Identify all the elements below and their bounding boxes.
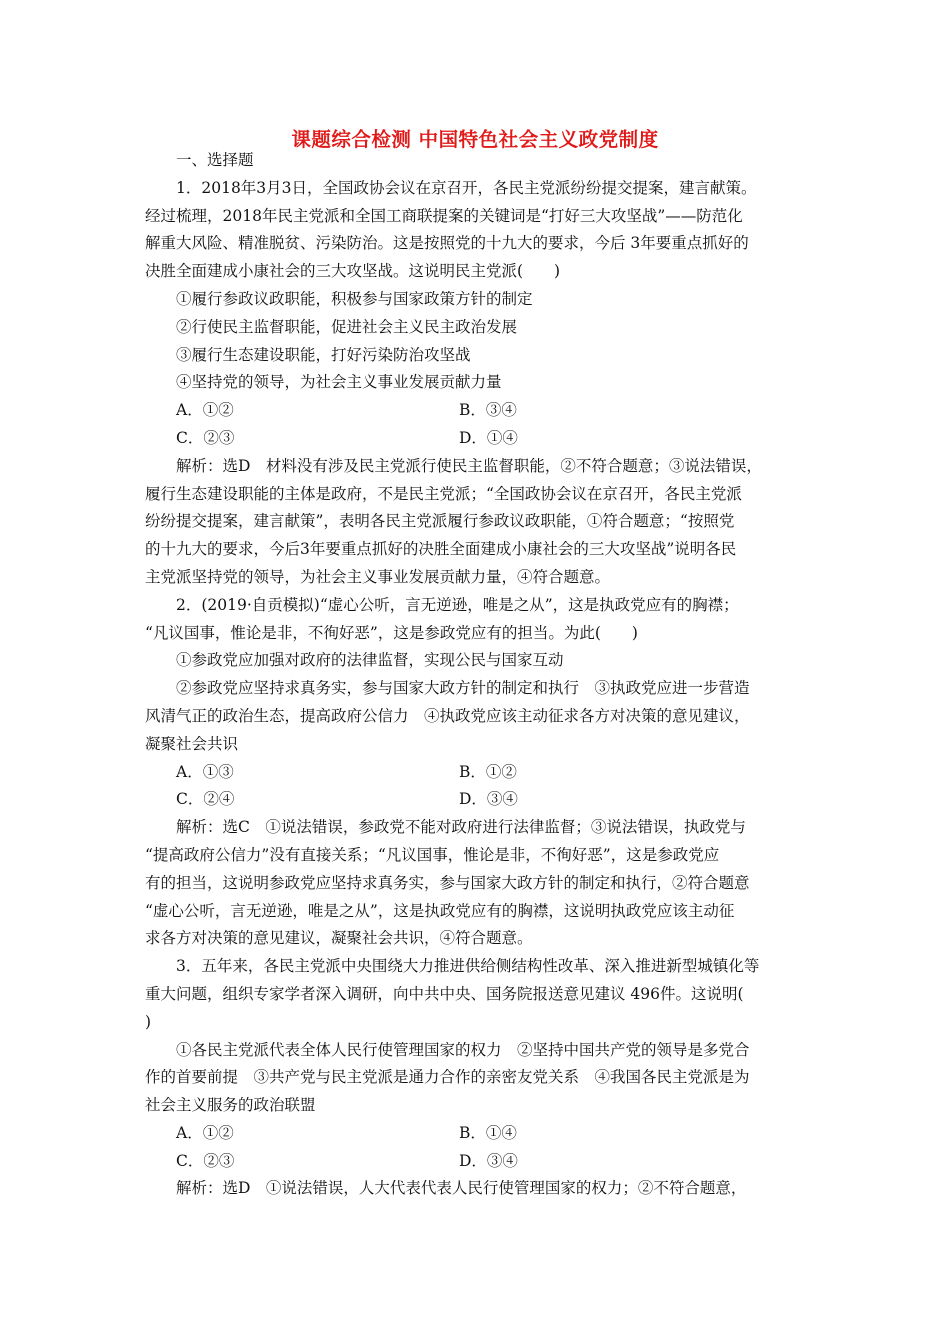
q2-analysis-line: 求各方对决策的意见建议，凝聚社会共识，④符合题意。 bbox=[145, 929, 533, 948]
q1-option-b: B．③④ bbox=[459, 401, 517, 420]
q3-stem-line: 重大问题，组织专家学者深入调研，向中共中央、国务院报送意见建议 496件。这说明( bbox=[145, 984, 744, 1003]
q1-analysis-line: 履行生态建设职能的主体是政府，不是民主党派；“全国政协会议在京召开，各民主党派 bbox=[145, 484, 742, 503]
q2-analysis-line: 解析：选C ①说法错误，参政党不能对政府进行法律监督；③说法错误，执政党与 bbox=[176, 818, 746, 837]
q2-analysis-line: “提高政府公信力”没有直接关系；“凡议国事，惟论是非，不徇好恶”，这是参政党应 bbox=[145, 845, 720, 864]
q2-stem-line: 2．(2019·自贡模拟)“虚心公听，言无逆逊，唯是之从”，这是执政党应有的胸襟； bbox=[176, 595, 739, 614]
q2-option-a: A．①③ bbox=[176, 762, 234, 781]
q1-analysis-line: 解析：选D 材料没有涉及民主党派行使民主监督职能，②不符合题意；③说法错误， bbox=[176, 456, 762, 475]
q3-option-d: D．③④ bbox=[459, 1151, 518, 1170]
q1-analysis-line: 主党派坚持党的领导，为社会主义事业发展贡献力量，④符合题意。 bbox=[145, 567, 611, 586]
q1-analysis-line: 的十九大的要求，今后3年要重点抓好的决胜全面建成小康社会的三大攻坚战”说明各民 bbox=[145, 540, 737, 559]
q3-stem-line: ) bbox=[145, 1012, 152, 1031]
page-title: 课题综合检测 中国特色社会主义政党制度 bbox=[291, 128, 659, 151]
q2-options-row bbox=[145, 786, 807, 814]
q1-stem-line: 解重大风险、精准脱贫、污染防治。这是按照党的十九大的要求，今后 3年要重点抓好的 bbox=[145, 234, 749, 253]
q2-option-c: C．②④ bbox=[176, 790, 235, 809]
q1-option-c: C．②③ bbox=[176, 428, 235, 447]
q3-statement: ①各民主党派代表全体人民行使管理国家的权力 ②坚持中国共产党的领导是多党合 bbox=[176, 1040, 750, 1059]
q2-analysis-line: “虚心公听，言无逆逊，唯是之从”，这是执政党应有的胸襟，这说明执政党应该主动征 bbox=[145, 901, 735, 920]
q3-option-a: A．①② bbox=[176, 1123, 234, 1142]
q1-stem-line: 经过梳理，2018年民主党派和全国工商联提案的关键词是“打好三大攻坚战”——防范化 bbox=[145, 206, 743, 225]
q2-option-b: B．①② bbox=[459, 762, 517, 781]
q1-analysis-line: 纷纷提交提案，建言献策”，表明各民主党派履行参政议政职能，①符合题意；“按照党 bbox=[145, 512, 735, 531]
q3-options-row bbox=[145, 1120, 807, 1148]
q3-statement: 作的首要前提 ③共产党与民主党派是通力合作的亲密友党关系 ④我国各民主党派是为 bbox=[145, 1068, 750, 1087]
question-2 bbox=[145, 592, 807, 953]
q1-stem-line: 决胜全面建成小康社会的三大攻坚战。这说明民主党派( ) bbox=[145, 262, 561, 281]
question-1 bbox=[145, 175, 807, 592]
q1-statement: ②行使民主监督职能，促进社会主义民主政治发展 bbox=[176, 317, 518, 336]
q3-options-row bbox=[145, 1148, 807, 1176]
section-heading: 一、选择题 bbox=[176, 151, 254, 169]
q2-statement: ②参政党应坚持求真务实，参与国家大政方针的制定和执行 ③执政党应进一步营造 bbox=[176, 679, 750, 698]
q2-statement: 风清气正的政治生态，提高政府公信力 ④执政党应该主动征求各方对决策的意见建议， bbox=[145, 706, 750, 725]
q2-statement: ①参政党应加强对政府的法律监督，实现公民与国家互动 bbox=[176, 651, 564, 670]
q2-option-d: D．③④ bbox=[459, 790, 518, 809]
q2-stem-line: “凡议国事，惟论是非，不徇好恶”，这是参政党应有的担当。为此( ) bbox=[145, 623, 638, 642]
document-body bbox=[145, 147, 807, 1203]
q2-statement: 凝聚社会共识 bbox=[145, 734, 239, 753]
q2-options-row bbox=[145, 759, 807, 787]
q1-options-row bbox=[145, 425, 807, 453]
q3-option-c: C．②③ bbox=[176, 1151, 235, 1170]
q3-statement: 社会主义服务的政治联盟 bbox=[145, 1096, 316, 1115]
q1-options-row bbox=[145, 397, 807, 425]
q1-statement: ③履行生态建设职能，打好污染防治攻坚战 bbox=[176, 345, 471, 364]
q2-analysis-line: 有的担当，这说明参政党应坚持求真务实，参与国家大政方针的制定和执行，②符合题意 bbox=[145, 873, 750, 892]
q3-option-b: B．①④ bbox=[459, 1123, 517, 1142]
q3-analysis-line: 解析：选D ①说法错误，人大代表代表人民行使管理国家的权力；②不符合题意， bbox=[176, 1179, 747, 1198]
q1-option-a: A．①② bbox=[176, 401, 234, 420]
q1-statement: ①履行参政议政职能，积极参与国家政策方针的制定 bbox=[176, 289, 533, 308]
q1-option-d: D．①④ bbox=[459, 428, 518, 447]
question-3 bbox=[145, 953, 807, 1203]
q1-statement: ④坚持党的领导，为社会主义事业发展贡献力量 bbox=[176, 373, 502, 392]
q1-stem-line: 1．2018年3月3日，全国政协会议在京召开，各民主党派纷纷提交提案，建言献策。 bbox=[176, 178, 757, 197]
q3-stem-line: 3．五年来，各民主党派中央围绕大力推进供给侧结构性改革、深入推进新型城镇化等 bbox=[176, 957, 760, 976]
